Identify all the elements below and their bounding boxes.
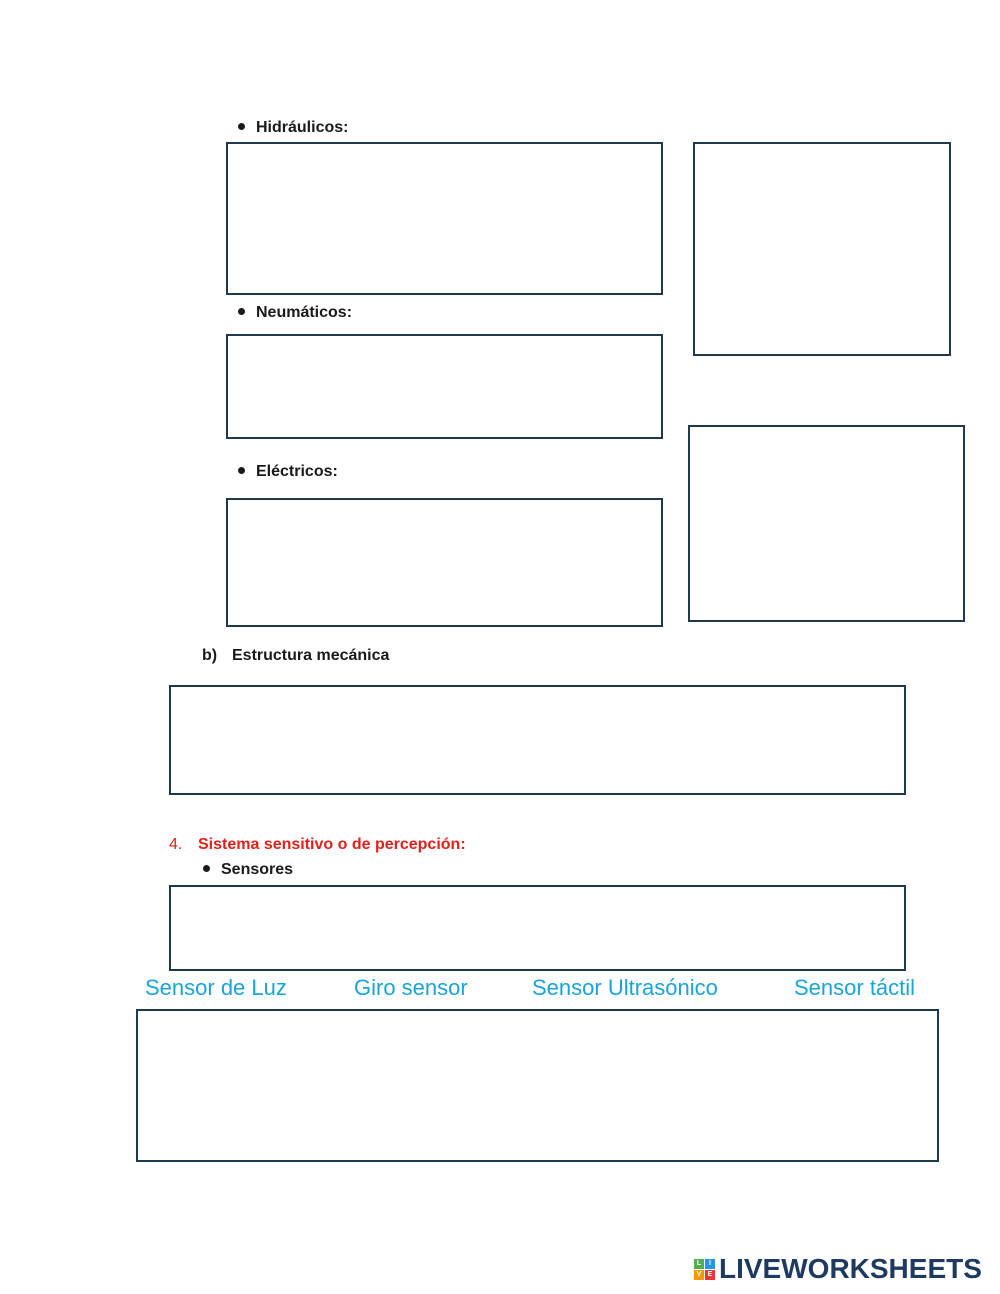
image-drop-box-2[interactable] — [688, 425, 965, 622]
bullet-hidraulicos: Hidráulicos: — [238, 119, 348, 137]
sub-heading-b: b) Estructura mecánica — [202, 647, 390, 664]
logo-text: LIVEWORKSHEETS — [719, 1253, 982, 1284]
image-drop-box-1[interactable] — [693, 142, 951, 356]
bullet-dot-icon — [203, 865, 210, 872]
answer-box-sensores[interactable] — [169, 885, 906, 971]
answer-box-neumaticos[interactable] — [226, 334, 663, 439]
bullet-dot-icon — [238, 467, 245, 474]
bullet-dot-icon — [238, 308, 245, 315]
drag-option-sensor-ultrasonico[interactable]: Sensor Ultrasónico — [532, 975, 718, 1000]
bullet-neumaticos: Neumáticos: — [238, 304, 352, 322]
drag-option-giro-sensor[interactable]: Giro sensor — [354, 975, 468, 1000]
answer-box-hidraulicos[interactable] — [226, 142, 663, 295]
logo-badge-icon: L I V E — [694, 1259, 715, 1280]
bullet-dot-icon — [238, 123, 245, 130]
answer-box-electricos[interactable] — [226, 498, 663, 627]
drag-option-sensor-tactil[interactable]: Sensor táctil — [794, 975, 916, 1000]
answer-box-sensor-drop[interactable] — [136, 1009, 939, 1162]
bullet-sensores: Sensores — [203, 861, 293, 879]
section-4-heading: 4. Sistema sensitivo o de percepción: — [169, 836, 466, 853]
bullet-electricos: Eléctricos: — [238, 463, 338, 481]
answer-box-estructura-mecanica[interactable] — [169, 685, 906, 795]
liveworksheets-logo — [694, 1254, 982, 1284]
drag-option-sensor-luz[interactable]: Sensor de Luz — [145, 975, 287, 1000]
